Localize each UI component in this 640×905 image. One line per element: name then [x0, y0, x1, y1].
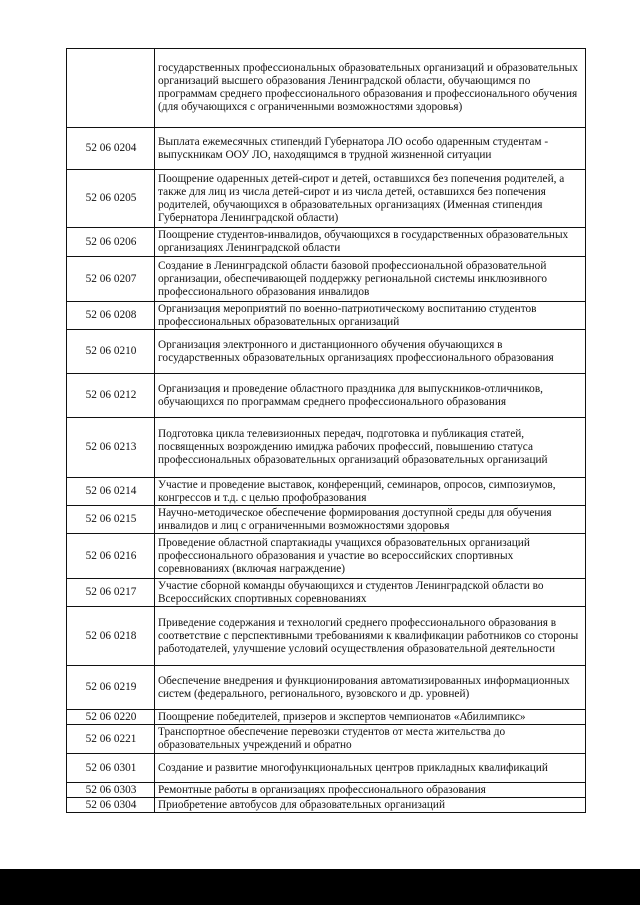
row-description: Участие и проведение выставок, конференций, семинаров, опросов, симпозиумов, конгрессов и т.д. с целью профобразования [155, 478, 586, 506]
table-row [67, 534, 586, 579]
row-code: 52 06 0216 [67, 534, 155, 579]
row-code: 52 06 0219 [67, 666, 155, 710]
row-description: Поощрение одаренных детей-сирот и детей, оставшихся без попечения родителей, а также для лиц из числа детей-сирот и из числа детей, оставшихся без попечения родителей, обучающихся в образовательных организациях (Именная стипендия Губернатора Ленинградской области) [155, 170, 586, 228]
table-row [67, 666, 586, 710]
row-description: Приобретение автобусов для образовательных организаций [155, 798, 586, 813]
row-description: Организация электронного и дистанционного обучения обучающихся в государственных образовательных организациях профессионального образования [155, 330, 586, 374]
row-code: 52 06 0205 [67, 170, 155, 228]
table-row [67, 49, 586, 128]
row-code: 52 06 0210 [67, 330, 155, 374]
row-code: 52 06 0204 [67, 128, 155, 170]
row-description: Организация и проведение областного праздника для выпускников-отличников, обучающихся по программам среднего профессионального образования [155, 374, 586, 418]
row-description: Обеспечение внедрения и функционирования автоматизированных информационных систем (федерального, регионального, вузовского и др. уровней) [155, 666, 586, 710]
budget-classification-table [66, 48, 586, 813]
table-row [67, 170, 586, 228]
table-row [67, 418, 586, 478]
row-code: 52 06 0301 [67, 754, 155, 783]
table-row [67, 330, 586, 374]
table-row [67, 257, 586, 302]
table-row [67, 302, 586, 330]
row-description: Проведение областной спартакиады учащихся образовательных организаций профессионального образования и участие во всероссийских спортивных соревнованиях (включая награждение) [155, 534, 586, 579]
row-code: 52 06 0214 [67, 478, 155, 506]
table-row [67, 128, 586, 170]
table-row [67, 506, 586, 534]
table-row [67, 783, 586, 798]
row-description: Транспортное обеспечение перевозки студентов от места жительства до образовательных учреждений и обратно [155, 725, 586, 754]
row-code: 52 06 0304 [67, 798, 155, 813]
table-row [67, 374, 586, 418]
row-description: Создание и развитие многофункциональных центров прикладных квалификаций [155, 754, 586, 783]
row-code: 52 06 0213 [67, 418, 155, 478]
row-code: 52 06 0207 [67, 257, 155, 302]
row-code: 52 06 0221 [67, 725, 155, 754]
row-code: 52 06 0218 [67, 607, 155, 666]
row-code: 52 06 0208 [67, 302, 155, 330]
table-row [67, 607, 586, 666]
row-description: Участие сборной команды обучающихся и студентов Ленинградской области во Всероссийских спортивных соревнованиях [155, 579, 586, 607]
row-code [67, 49, 155, 128]
row-description: Организация мероприятий по военно-патриотическому воспитанию студентов профессиональных образовательных организаций [155, 302, 586, 330]
table-row [67, 478, 586, 506]
row-description: Создание в Ленинградской области базовой профессиональной образовательной организации, обеспечивающей поддержку региональной системы инклюзивного профессионального образования инвалидов [155, 257, 586, 302]
row-description: Ремонтные работы в организациях профессионального образования [155, 783, 586, 798]
table-row [67, 798, 586, 813]
table-row [67, 754, 586, 783]
row-code: 52 06 0215 [67, 506, 155, 534]
row-description: государственных профессиональных образовательных организаций и образовательных организаций высшего образования Ленинградской области, обучающимся по программам среднего профессионального образования и профессионального обучения (для обучающихся с ограниченными возможностями здоровья) [155, 49, 586, 128]
scan-bottom-border [0, 869, 640, 905]
row-description: Приведение содержания и технологий среднего профессионального образования в соответствие с перспективными требованиями к квалификации работников со стороны работодателей, улучшение условий осуществления образовательной деятельности [155, 607, 586, 666]
row-description: Научно-методическое обеспечение формирования доступной среды для обучения инвалидов и лиц с ограниченными возможностями здоровья [155, 506, 586, 534]
row-code: 52 06 0217 [67, 579, 155, 607]
row-description: Выплата ежемесячных стипендий Губернатора ЛО особо одаренным студентам - выпускникам ООУ ЛО, находящимся в трудной жизненной ситуации [155, 128, 586, 170]
row-code: 52 06 0206 [67, 228, 155, 257]
table-row [67, 579, 586, 607]
row-description: Поощрение победителей, призеров и экспертов чемпионатов «Абилимпикс» [155, 710, 586, 725]
table-row [67, 710, 586, 725]
row-code: 52 06 0212 [67, 374, 155, 418]
table-row [67, 725, 586, 754]
row-code: 52 06 0303 [67, 783, 155, 798]
row-description: Поощрение студентов-инвалидов, обучающихся в государственных образовательных организациях Ленинградской области [155, 228, 586, 257]
table-row [67, 228, 586, 257]
row-code: 52 06 0220 [67, 710, 155, 725]
row-description: Подготовка цикла телевизионных передач, подготовка и публикация статей, посвященных возрождению имиджа рабочих профессий, повышению статуса профессиональных образовательных организаций образовательных организаций [155, 418, 586, 478]
